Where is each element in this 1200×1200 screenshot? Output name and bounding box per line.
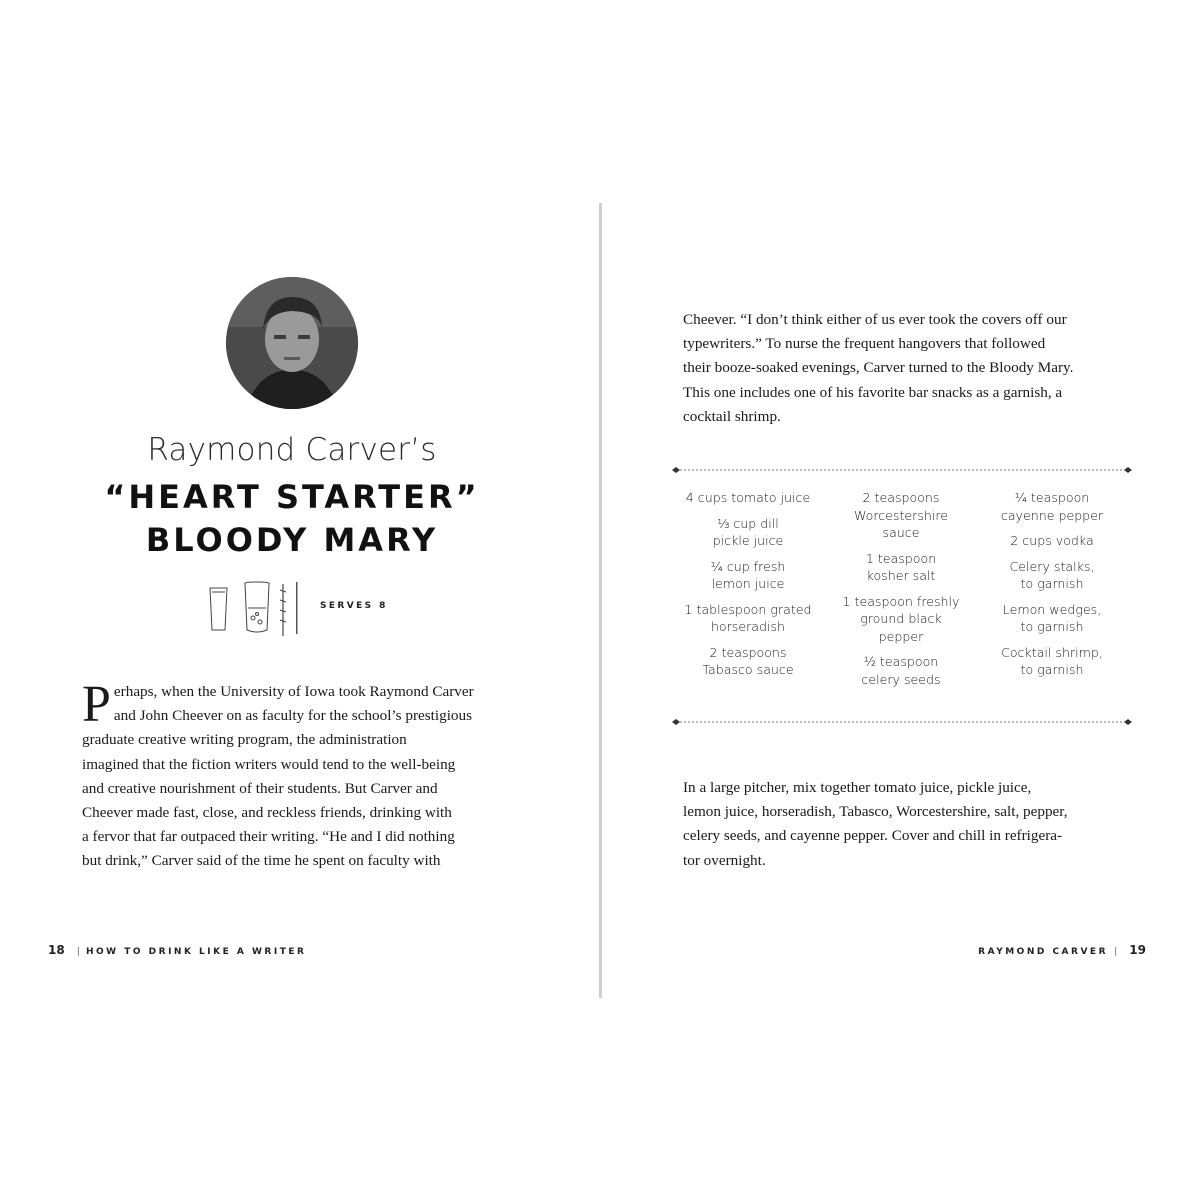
ingredients-column-2	[826, 489, 976, 696]
folio-left: 18 | HOW TO DRINK LIKE A WRITER	[48, 943, 307, 957]
text-line: typewriters.” To nurse the frequent hangovers that followed	[683, 335, 1046, 353]
ingredient: Celery stalks, to garnish	[1009, 558, 1095, 591]
text-line: This one includes one of his favorite bar snacks as a garnish, a	[683, 383, 1063, 401]
dotted-divider-bottom	[672, 717, 1132, 727]
ingredient: 1 teaspoon freshly ground black pepper	[842, 593, 960, 644]
ingredient: 2 teaspoons Tabasco sauce	[702, 644, 794, 677]
text-line: a fervor that far outpaced their writing. “He and I did nothing	[82, 828, 455, 846]
ingredient: 2 cups vodka	[1010, 533, 1094, 548]
story-text-left	[82, 676, 514, 874]
text-line: tor overnight.	[683, 851, 766, 869]
folio-right: RAYMOND CARVER | 19	[978, 943, 1146, 957]
text-line: and John Cheever on as faculty for the school’s prestigious	[113, 707, 473, 725]
text-line: and creative nourishment of their students. But Carver and	[82, 779, 438, 797]
dotted-divider-top	[672, 465, 1132, 475]
running-head: HOW TO DRINK LIKE A WRITER	[86, 947, 307, 957]
text-line: graduate creative writing program, the administration	[82, 731, 407, 749]
ingredient: Lemon wedges, to garnish	[1002, 601, 1102, 634]
text-line: In a large pitcher, mix together tomato juice, pickle juice,	[683, 779, 1032, 796]
ingredient: ⅓ cup dill pickle juice	[712, 515, 784, 548]
ingredient: 2 teaspoons Worcestershire sauce	[853, 490, 949, 540]
ingredient: Cocktail shrimp, to garnish	[1001, 644, 1103, 677]
ingredient: 1 tablespoon grated horseradish	[684, 601, 812, 634]
ingredient: 1 teaspoon kosher salt	[865, 550, 937, 583]
title-line-1: “HEART STARTER”	[104, 478, 480, 516]
text-line: erhaps, when the University of Iowa took Raymond Carver	[113, 683, 474, 700]
text-line: Cheever made fast, close, and reckless friends, drinking with	[82, 804, 452, 822]
ingredient: ½ teaspoon celery seeds	[861, 654, 941, 687]
author-portrait	[226, 277, 358, 409]
ingredients-column-1	[673, 489, 823, 687]
method-text	[683, 776, 1123, 873]
text-line: their booze-soaked evenings, Carver turned to the Bloody Mary.	[683, 359, 1074, 377]
title-script-line: Raymond Carver’s	[147, 432, 437, 468]
ingredient: 4 cups tomato juice	[685, 490, 811, 505]
drop-cap: P	[82, 676, 111, 733]
ingredient: ¼ cup fresh lemon juice	[710, 558, 786, 591]
text-line: imagined that the fiction writers would tend to the well-being	[82, 755, 456, 773]
page-number: 19	[1129, 943, 1146, 957]
text-line: cocktail shrimp.	[683, 407, 781, 425]
running-head: RAYMOND CARVER	[978, 947, 1108, 957]
text-line: lemon juice, horseradish, Tabasco, Worcestershire, salt, pepper,	[683, 803, 1068, 821]
glassware-icon	[205, 578, 315, 638]
page-number: 18	[48, 943, 65, 957]
text-line: celery seeds, and cayenne pepper. Cover and chill in refrigera-	[683, 827, 1063, 845]
ingredients-column-3	[977, 489, 1127, 687]
ingredient: ¼ teaspoon cayenne pepper	[1000, 490, 1104, 523]
title-line-2: BLOODY MARY	[145, 521, 439, 559]
text-line: Cheever. “I don’t think either of us ever took the covers off our	[683, 311, 1067, 328]
story-text-right	[683, 308, 1123, 429]
book-spine	[599, 203, 602, 998]
serves-label: SERVES 8	[320, 601, 388, 611]
text-line: but drink,” Carver said of the time he spent on faculty with	[82, 852, 441, 870]
